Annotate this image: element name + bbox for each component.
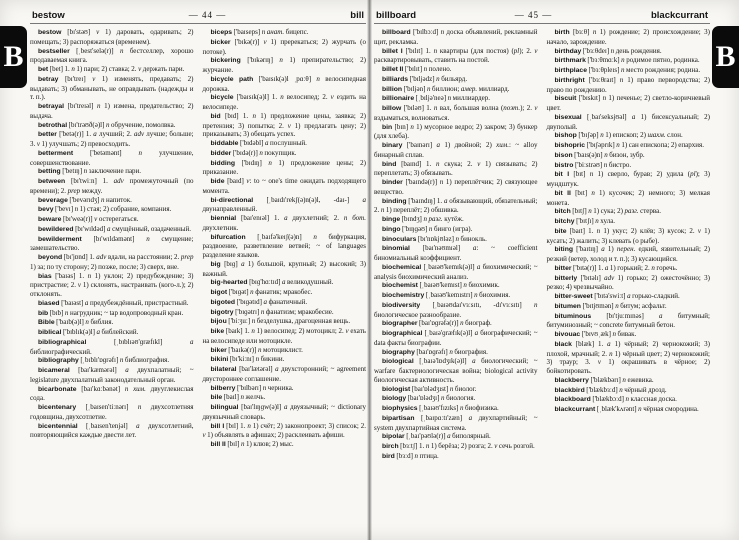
page-header-left [30,10,366,24]
dictionary-entry: biodiversity [ˌbaɪəʊdaɪ'vɜːsɪtɪ, -dɪ'vɜːsɪtɪ] n биологическое разнообразие. [374,300,538,319]
headword: beverage [38,196,68,204]
headword: better [38,131,57,139]
dictionary-entry: bitter ['bɪtə(r)] 1. a 1) горький; 2. n горечь. [554,263,678,272]
page-right [372,0,712,540]
headword: betray [38,75,59,83]
dictionary-entry: bit I [bɪt] n 1) сверло, бурав; 2) удила (pl); 3) мундштук. [546,170,710,188]
page-columns [28,24,368,536]
dictionary-entry: bishop ['bɪʃəp] n 1) епископ; 2) шахм. слон. [554,131,683,140]
dictionary-entry: bitterly ['bɪtəlɪ] adv 1) горько; 2) ожесточённо; 3) резко; 4) чрезвычайно. [546,273,710,292]
dictionary-entry: bibliography [ˌbɪblɪ'ɒɡrəfɪ] n библиография. [38,356,170,365]
dictionary-entry: bitchy ['bɪtʃɪ] n хула. [554,217,616,225]
headword: binding [382,197,407,205]
dictionary-entry: bitter-sweet ['bɪtə'swiːt] a горько-сладкий. [554,292,680,300]
headword: bistro [554,161,574,169]
guide-word-first: billboard [376,10,417,21]
dictionary-entry: betrayal [bɪ'treɪəl] n 1) измена, предательство; 2) выдача. [30,102,194,120]
dictionary-entry: betting ['betɪŋ] n заключение пари. [38,167,142,176]
headword: birch [382,443,399,450]
thumb-index-tab-left[interactable] [0,26,27,88]
dictionary-entry: bigoted ['bɪɡətɪd] a фанатичный. [210,297,308,306]
dictionary-entry: biological [ˌbaɪə'lɒdʒɪk(ə)l] a биологический; ~ warfare бактериологическая война; biological activity биологическая активность. [374,357,538,384]
dictionary-entry: bewildered [bɪ'wɪldəd] a смущённый, озадаченный. [38,224,191,233]
headword: bill I [210,422,225,430]
headword: bilateral [210,366,237,373]
dictionary-entry: black [blæk] 1. a 1) чёрный; 2) чернокожий; 3) плохой, мрачный; 2. n 1) чёрный цвет; 2) чернокожий; 3) траур; 3. v 1) окрашивать в чёрное; 2) бойкотировать. [546,339,710,375]
headword: biologist [382,385,411,393]
headword: biodiversity [382,301,421,309]
page-header-right [374,10,710,24]
dictionary-entry: birthright ['bɜːθraɪt] n 1) право первородства; 2) право по рождению. [546,75,710,94]
guide-word-last: bill [350,10,364,21]
dictionary-entry: biochemistry [ˌbaɪəʊ'kemɪstrɪ] n биохимия. [382,291,511,299]
headword: bishop [554,132,577,140]
dictionary-entry: bistro ['biːstrəʊ] n бистро. [554,160,632,169]
headword: black [554,340,572,348]
dictionary-entry: bicentennial [ˌbaɪsen'tenjəl] a двухсотлетний, повторяющийся каждые двести лет. [30,421,194,440]
dictionary-entry: bigot ['bɪɡət] n фанатик; мракобес. [210,288,313,296]
dictionary-entry: bidding ['bɪdɪŋ] n 1) предложение цены; 2) приказание. [202,158,366,177]
headword: betting [38,168,61,176]
dictionary-entry: blackbird ['blækbɜːd] n чёрный дрозд. [554,385,667,394]
dictionary-entry: biennial [baɪ'enɪəl] 1. a двухлетний; 2. n бот. двухлетник. [202,214,367,232]
dictionary-entry: biographical [ˌbaɪə'ɡræfɪk(ə)l] a биографический; ~ data факты биографии. [374,329,538,347]
dictionary-entry: blackberry ['blækbərɪ] n ежевика. [554,375,654,384]
dictionary-entry: birch [bɜːtʃ] 1. n 1) берёза; 2) розга; 2. v сечь розгой. [382,442,535,450]
headword: billionaire [382,95,415,103]
headword: bitumen [554,302,581,310]
dictionary-entry: bib [bɪb] n нагрудник; ~ tap водопроводный кран. [38,308,184,317]
headword: binge [382,216,401,223]
headword: biddable [210,140,239,147]
headword: billow [382,105,402,112]
dictionary-entry: bisexual [ˌbaɪ'seksjʊəl] a 1) бисексуальный; 2) двуполый. [546,112,710,131]
headword: biochemistry [382,292,425,299]
headword: biology [382,395,407,403]
headword: billiards [382,75,409,83]
dictionary-entry: better ['betə(r)] 1. a лучший; 2. adv лучше; больше; 3. v 1) улучшать; 2) превосходить. [30,130,194,148]
dictionary-entry: bishopric ['bɪʃəprɪk] n 1) сан епископа; 2) епархия. [554,141,704,149]
dictionary-entry: birthmark ['bɜːθmɑːk] n родимое пятно, родинка. [554,56,700,65]
dictionary-entry: bi-directional [ˌbaɪdɪ'rekʃ(ə)n(ə)l, -daɪ-] a двунаправленный. [202,195,366,214]
dictionary-entry: biddable ['bɪdəbl] a послушный. [210,139,307,147]
dictionary-entry: bestow [bɪ'stəʊ] v 1) даровать, одаривать; 2) помещать; 3) распоряжаться (временем). [30,28,194,46]
dictionary-entry: billet I ['bɪlɪt] 1. n квартиры (для постоя) (pl); 2. v расквартировывать, ставить на постой. [374,46,538,65]
headword: Bible [38,319,55,327]
headword: biophysics [382,405,418,412]
page-number: — 45 — [514,10,553,20]
headword: bisexual [554,113,582,121]
headword: biochemical [382,263,422,271]
guide-word-first: bestow [32,10,65,21]
dictionary-entry: bias ['baɪəs] 1. n 1) уклон; 2) предубеждение; 3) пристрастие; 2. v 1) склонять, настраивать (кого-л.); 2) отклонять. [30,271,194,298]
dictionary-entry: bipolar [ˌbaɪ'pəʊlə(r)] a биполярный. [382,432,491,441]
dictionary-entry: bicycle ['baɪsɪk(ə)l] 1. n велосипед; 2. v ездить на велосипеде. [202,93,367,111]
headword: billion [382,85,403,93]
dictionary-entry: biceps ['baɪseps] n анат. бицепс. [210,28,309,36]
dictionary-entry: binomial [baɪ'nəʊmɪəl] a: ~ coefficient биномиальный коэффициент. [374,244,538,262]
headword: bin [382,123,393,131]
headword: bibliography [38,357,79,365]
dictionary-entry: billion ['bɪljən] n биллион; амер. миллиард. [382,84,510,93]
dictionary-entry: bid [bɪd] 1. n 1) предложение цены, заявка; 2) претензия; 3) попытка; 2. v 1) предлагать цену; 2) приказывать; 3) обещать успех. [202,111,366,139]
headword: binomial [382,245,410,253]
dictionary-entry: biochemist [ˌbaɪəʊ'kemɪst] n биохимик. [382,281,500,290]
headword: bidding [210,159,236,167]
headword: bingo [382,225,401,233]
headword: bigot [210,289,228,296]
page-number: — 44 — [188,10,227,20]
dictionary-entry: billet II ['bɪlɪt] n полено. [382,65,452,73]
guide-word-last: blackcurrant [650,10,708,21]
headword: billet I [382,47,403,55]
headword: bestow [38,29,62,36]
dictionary-entry: beware [bɪ'weə(r)] v остерегаться. [38,215,139,223]
headword: birthday [554,47,582,55]
dictionary-entry: bill I [bɪl] 1. n 1) счёт; 2) законопроект; 3) список; 2. v 1) объявлять в афишах; 2) расклеивать афиши. [202,421,366,440]
dictionary-entry: bicameral [baɪ'kæmərəl] a двухпалатный; ~ legislature двухпалатный законодательный орган. [30,366,194,384]
headword: big [210,260,221,268]
headword: blackboard [554,396,591,404]
headword: birth [554,29,570,36]
dictionary-entry: billionaire [ˌbɪljə'neə] n миллиардер. [382,94,491,103]
headword: blackcurrant [554,406,596,413]
dictionary-entry: big [bɪɡ] a 1) большой, крупный; 2) высокий; 3) важный. [202,259,366,278]
dictionary-entry: bibliographical [ˌbɪblɪəʊ'ɡræfɪkl] a библиографический. [30,337,194,356]
dictionary-entry: bewilderment [bɪ'wɪldəmənt] n смущение; замешательство. [30,234,194,253]
headword: bicentenary [38,404,77,411]
dictionary-entry: birth [bɜːθ] n 1) рождение; 2) происхождение; 3) начало, зарождение. [546,28,711,46]
dictionary-entry: bivouac ['bɪvʊˌæk] n бивак. [554,330,637,338]
headword: biker [210,346,227,354]
headword: biting [554,246,573,254]
dictionary-entry: bitch [bɪtʃ] n 1) сука; 2) разг. стерва. [554,207,661,216]
page-left [28,0,368,540]
headword: bicarbonate [38,385,77,393]
headword: bivouac [554,331,581,338]
dictionary-entry: biochemical [ˌbaɪəʊ'kemɪk(ə)l] a биохимический; ~ analysis биохимический анализ. [374,262,538,281]
dictionary-entry: blackboard ['blækbɔːd] n классная доска. [554,395,677,404]
headword: bigotry [210,308,234,316]
dictionary-entry: betray [bɪ'treɪ] v 1) изменять, предавать; 2) выдавать; 3) обманывать, не оправдывать (надежды и т. п.). [30,74,194,102]
headword: beware [38,216,62,223]
headword: bitchy [554,218,575,225]
headword: bibliographical [38,338,87,346]
dictionary-entry: bide [baɪd] v: to ~ one's time ожидать подходящего момента. [202,177,366,195]
headword: bickering [210,57,241,65]
headword: bide [210,178,225,185]
dictionary-entry: bijou ['biːʒuː] n безделушка, драгоценная вещь. [210,317,351,326]
dictionary-entry: bitumen ['bɪtjʊmən] n битум; асфальт. [554,301,667,310]
headword: bit II [554,189,571,197]
headword: biblical [38,329,62,336]
headword: bestseller [38,47,70,55]
headword: bewildered [38,225,74,233]
dictionary-entry: bicarbonate [baɪ'kɑːbənət] n хим. двууглекислая сода. [30,384,194,403]
headword: biochemist [382,282,418,290]
headword: billboard [382,29,411,36]
dictionary-entry: bevy ['bevɪ] n 1) стая; 2) собрание, компания. [38,205,172,214]
dictionary-entry: billiards ['bɪljədz] n бильярд. [382,74,468,83]
dictionary-entry: biased ['baɪəst] a предубеждённый, пристрастный. [38,298,189,307]
dictionary-entry: biophysics [ˌbaɪəʊ'fɪzɪks] n биофизика. [382,404,499,412]
dictionary-entry: bipartisan [ˌbaɪpɑːtɪ'zæn] a двухпартийный; ~ system двухпартийная система. [374,413,538,432]
headword: binary [382,142,403,149]
headword: biased [38,299,60,307]
headword: bitch [554,208,571,216]
dictionary-entry: bicycle path ['baɪsɪk(ə)l ˌpɑːθ] n велосипедная дорожка. [202,74,366,93]
headword: binoculars [382,235,417,243]
dictionary-entry: biographer [baɪ'ɒɡrəfə(r)] n биограф. [382,319,492,328]
headword: bile [210,394,223,402]
dictionary-entry: bifurcation [ˌbaɪfə'keɪʃ(ə)n] n бифуркация, раздвоение, разветвление ветвей; ~ of languages разделение языков. [202,232,366,259]
dictionary-entry: bind [baɪnd] 1. n скука; 2. v 1) связывать; 2) переплетать; 3) обязывать. [374,159,538,178]
dictionary-entry: bikini [bɪ'kiːnɪ] n бикини. [210,355,285,364]
headword: bevy [38,206,54,214]
headword: bike [210,328,225,335]
dictionary-entry: bituminous [bɪ'tjuːmɪnəs] a битумный; битуминозный; ~ concrete битумный бетон. [546,311,710,330]
headword: bicycle path [210,75,254,83]
dictionary-entry: bidder ['bɪdə(r)] n покупщик. [210,148,297,157]
headword: birthmark [554,57,586,65]
page-gutter [367,0,372,540]
dictionary-entry: bison ['baɪs(ə)n] n бизон, зубр. [554,150,645,159]
dictionary-entry: binding ['baɪndɪŋ] 1. a обязывающий, обязательный; 2. n 1) переплёт; 2) обшивка. [374,196,538,215]
headword: bipolar [382,433,405,441]
headword: bijou [210,318,227,326]
dictionary-entry: beyond [bɪ'jɒnd] 1. adv вдали, на расстоянии; 2. prep 1) за; по ту сторону; 2) позже, после; 3) сверх, вне. [30,253,194,271]
dictionary-entry: bicker ['bɪkə(r)] v 1) пререкаться; 2) журчать (о потоке). [202,37,366,56]
dictionary-entry: biblical ['bɪblɪk(ə)l] a библейский. [38,328,139,336]
headword: bill II [210,441,226,448]
headword: biography [382,348,415,356]
headword: biographer [382,320,418,328]
dictionary-entry: bilateral [baɪ'lætərəl] a двухсторонний; ~ agreement двустороннее соглашение. [202,365,367,383]
dictionary-entry: big-hearted [bɪɡ'hɑːtɪd] a великодушный. [210,278,334,287]
dictionary-entry: bilberry ['bɪlbərɪ] n черника. [210,383,294,392]
headword: billet II [382,66,404,73]
headword: betterment [38,149,74,157]
dictionary-entry: biker ['baɪkə(r)] n мотоциклист. [210,345,303,354]
page-columns [372,24,712,536]
dictionary-entry: beverage ['bevərɪdʒ] n напиток. [38,195,132,204]
headword: biological [382,358,414,366]
headword: birthplace [554,67,587,74]
headword: bid [210,112,221,120]
dictionary-entry: bile [baɪl] n желчь. [210,393,266,402]
headword: bigoted [210,298,236,306]
dictionary-entry: biography [baɪ'ɒɡrəfɪ] n биография. [382,347,488,356]
dictionary-entry: bilingual [baɪ'lɪŋɡw(ə)l] a двуязычный; ~ dictionary двуязычный словарь. [202,403,366,421]
headword: blackberry [554,376,589,384]
headword: biographical [382,330,423,337]
thumb-index-letter: B [715,40,736,73]
headword: birthright [554,76,585,84]
headword: bitter-sweet [554,293,593,300]
dictionary-entry: binoculars [bɪ'nɒkjʊləz] n бинокль. [382,234,487,243]
headword: betrayal [38,103,65,110]
dictionary-column-4 [547,28,711,536]
dictionary-entry: biting ['baɪtɪŋ] a 1) перен. едкий, язвительный; 2) резкий (ветер, холод и т. п.); 3) кусающийся. [546,245,710,263]
dictionary-entry: bestseller [ˌbest'selə(r)] n бестселлер, хорошо продаваемая книга. [30,46,194,65]
headword: bishopric [554,142,586,149]
headword: bi-directional [210,196,254,204]
dictionary-entry: betterment ['betəmənt] n улучшение, совершенствование. [30,148,194,167]
dictionary-entry: bite [baɪt] 1. n 1) укус; 2) клёв; 3) кусок; 2. v 1) кусать; 2) жалить; 3) клевать (о рыбе). [546,226,711,245]
headword: bison [554,151,573,159]
dictionary-entry: birthplace ['bɜːθpleɪs] n место рождения; родина. [554,66,701,74]
headword: bib [38,309,49,317]
dictionary-entry: blackcurrant [ˌblæk'kʌrənt] n чёрная смородина. [554,405,699,413]
headword: bilingual [210,404,239,411]
dictionary-entry: binge [bɪndʒ] n разг. кутёж. [382,215,464,223]
dictionary-entry: bike [baɪk] 1. n 1) велосипед; 2) мотоцикл; 2. v ехать на велосипеде или мотоцикле. [202,327,366,345]
dictionary-column-3 [374,28,538,536]
dictionary-column-1 [30,28,194,536]
dictionary-entry: biology [baɪ'ɒlədʒɪ] n биология. [382,394,476,403]
dictionary-entry: Bible ['baɪb(ə)l] n библия. [38,318,114,327]
headword: bifurcation [210,233,246,241]
headword: bituminous [554,312,592,320]
headword: bet [38,66,49,73]
headword: bicker [210,38,231,46]
headword: bit I [554,171,570,179]
dictionary-entry: billow ['bɪləʊ] 1. n вал, большая волна (поэт.); 2. v вздыматься, волноваться. [374,104,538,122]
headword: between [38,178,66,185]
headword: bias [38,272,52,280]
dictionary-entry: bill II [bɪl] n 1) клюв; 2) мыс. [210,440,294,448]
dictionary-entry: bickering ['bɪkərɪŋ] n 1) препирательство; 2) журчание. [202,56,366,74]
dictionary-entry: binder ['baɪndə(r)] n 1) переплётчик; 2) связующее вещество. [374,178,538,196]
headword: bewilderment [38,235,82,243]
dictionary-entry: biologist [baɪ'ɒlədʒɪst] n биолог. [382,384,477,393]
dictionary-entry: binary ['baɪnərɪ] a 1) двойной; 2) хим.: ~ alloy бинарный сплав. [374,141,538,159]
dictionary-entry: between [bɪ'twiːn] 1. adv промежуточный (по времени); 2. prep между. [30,177,194,195]
dictionary-entry: bingo ['bɪŋɡəʊ] n бинго (игра). [382,224,473,233]
headword: blackbird [554,386,585,394]
headword: bind [382,160,397,168]
headword: biceps [210,29,233,36]
thumb-index-tab-right[interactable] [712,26,739,88]
headword: binder [382,179,403,186]
dictionary-entry: bigotry ['bɪɡətrɪ] n фанатизм; мракобесие. [210,307,334,316]
headword: bitterly [554,274,578,282]
dictionary-entry: biscuit ['bɪskɪt] n 1) печенье; 2) светло-коричневый цвет. [546,94,710,112]
headword: bidder [210,149,232,157]
headword: betrothal [38,121,68,129]
dictionary-entry: bin [bɪn] n 1) мусорное ведро; 2) закром; 3) бункер (для хлеба). [374,122,538,141]
headword: bitter [554,264,572,272]
headword: big-hearted [210,279,248,287]
headword: bikini [210,356,229,364]
headword: bite [554,227,567,235]
dictionary-entry: bit II [bɪt] n 1) кусочек; 2) немного; 3) мелкая монета. [546,188,710,207]
headword: bicentennial [38,422,78,430]
dictionary-entry: bicentenary [ˌbaɪsen'tiːnərɪ] n двухсотлетняя годовщина, двухсотлетие. [30,403,194,421]
dictionary-entry: bet [bet] 1. n 1) пари; 2) ставка; 2. v держать пари. [38,65,185,73]
headword: bicameral [38,367,70,374]
dictionary-entry: birthday ['bɜːθdeɪ] n день рождения. [554,46,662,55]
headword: bicycle [210,94,234,102]
headword: biscuit [554,95,577,103]
headword: bird [382,452,395,460]
headword: biennial [210,215,237,222]
dictionary-entry: betrothal [bɪ'trəʊð(ə)l] n обручение, помолвка. [38,120,176,129]
dictionary-entry: billboard ['bɪlbɔːd] n доска объявлений, рекламный щит, рекламка. [374,28,538,46]
dictionary-entry: bird [bɜːd] n птица. [382,451,439,460]
headword: bipartisan [382,414,415,422]
headword: bilberry [210,384,236,392]
thumb-index-letter: B [3,40,24,73]
headword: beyond [38,254,63,261]
dictionary-column-2 [203,28,367,536]
